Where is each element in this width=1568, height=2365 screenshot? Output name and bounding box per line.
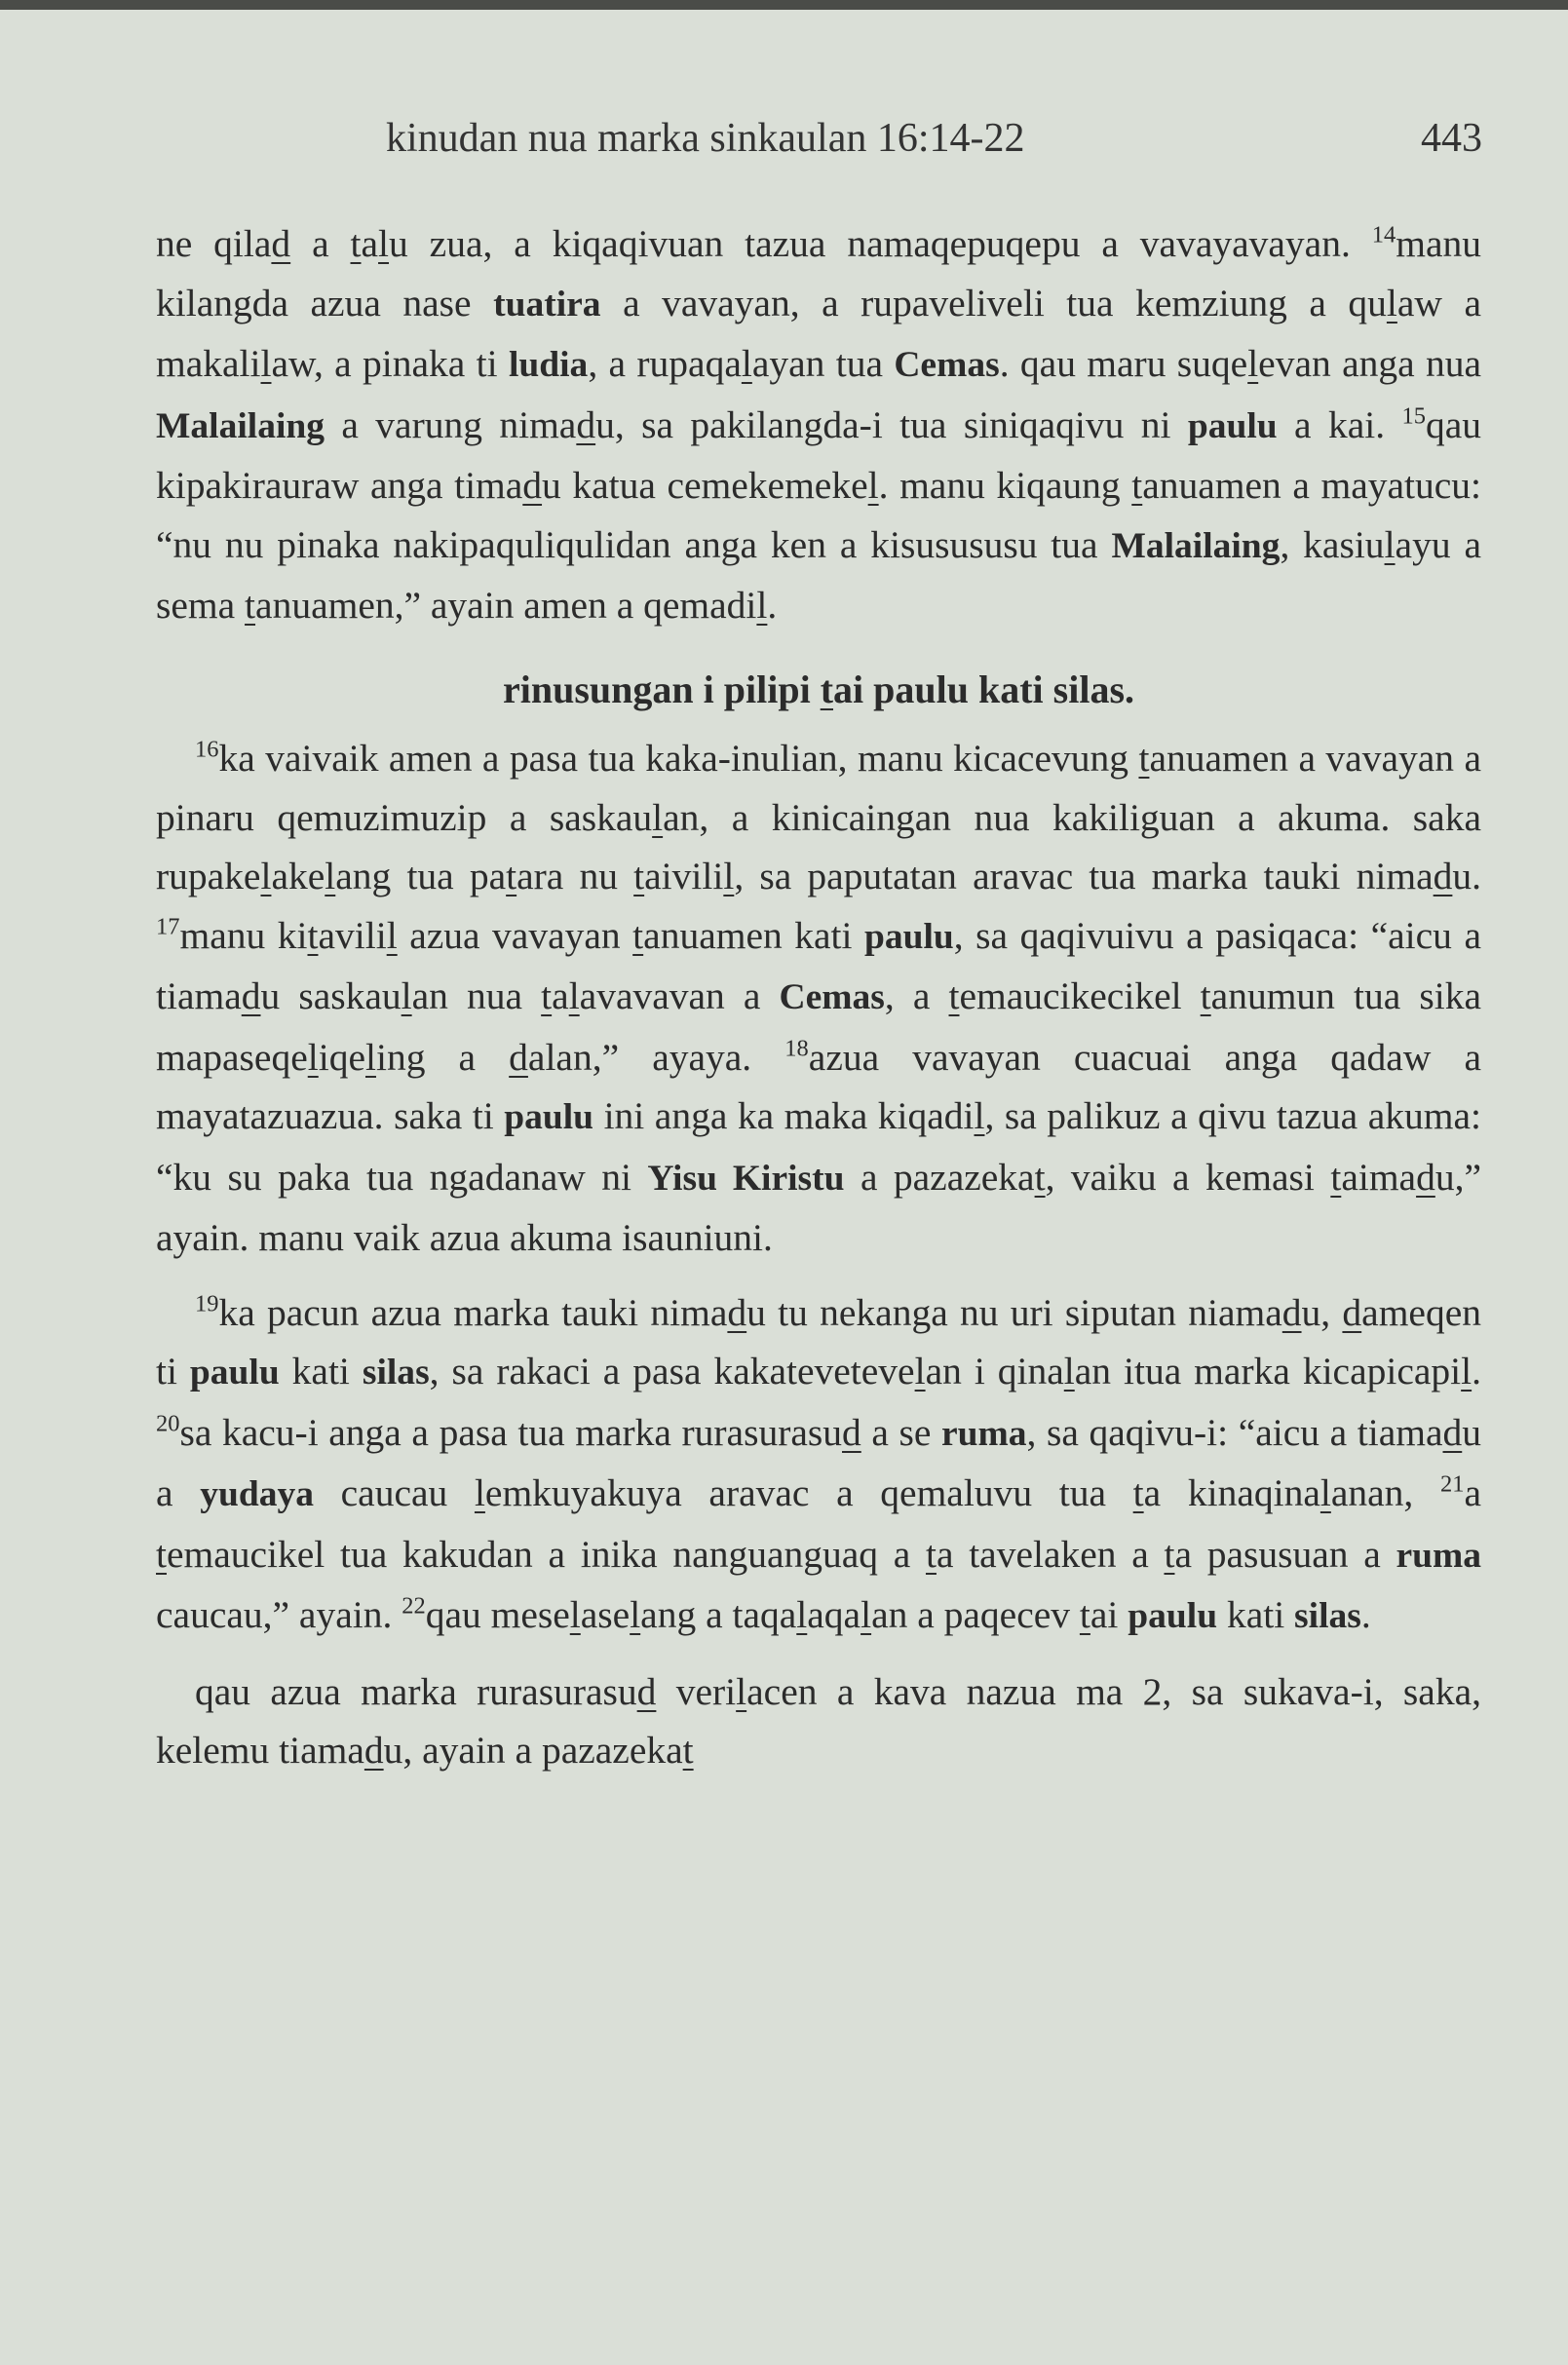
page-number: 443 [1421, 116, 1482, 161]
paragraph-3: $^{19}$ka pacun azua marka tauki nimadu tu nekanga nu uri siputan niamadu, dameqen ti paulu kati silas, sa rakaci a pasa kakatevetevelan i qinalan itua marka kicapicapil. $^{20}$sa kacu-i anga a pasa tua marka rurasurasud a se ruma, sa qaqivu-i: “aicu a tiamadu a yudaya caucau lemkuyakuya aravac a qemaluvu tua ta kinaqinalanan, $^{21}$a temaucikel tua kakudan a inika nanguanguaq a ta tavelaken a ta pasusuan a ruma caucau,” ayain. $^{22}$qau meselaselang a taqalaqalan a paqecev tai paulu kati silas. [156, 1289, 1482, 1636]
page-body [156, 214, 1481, 1780]
paragraph-1: ne qilad a talu zua, a kiqaqivuan tazua namaqepuqepu a vavayavayan. $^{14}$manu kilangda azua nase tuatira a vavayan, a rupaveliveli tua kemziung a qulaw a makalilaw, a pinaka ti ludia, a rupaqalayan tua Cemas. qau maru suqelevan anga nua Malailaing a varung nimadu, sa pakilangda-i tua siniqaqivu ni paulu a kai. $^{15}$qau kipakirauraw anga timadu katua cemekemekel. manu kiqaung tanuamen a mayatucu: “nu nu pinaka nakipaquliqulidan anga ken a kisusususu tua Malailaing, kasiulayu a sema tanuamen,” ayain amen a qemadil. [156, 221, 1482, 627]
page-header [386, 115, 1482, 173]
paragraph-2: $^{16}$ka vaivaik amen a pasa tua kaka-inulian, manu kicacevung tanuamen a vavayan a pinaru qemuzimuzip a saskaulan, a kinicaingan nua kakiliguan a akuma. saka rupakelakelang tua patara nu taivilil, sa paputatan aravac tua marka tauki nimadu. $^{17}$manu kitavilil azua vavayan tanuamen kati paulu, sa qaqivuivu a pasiqaca: “aicu a tiamadu saskaulan nua talavavavan a Cemas, a temaucikecikel tanumun tua sika mapaseqeliqeling a dalan,” ayaya. $^{18}$azua vavayan cuacuai anga qadaw a mayatazuazua. saka ti paulu ini anga ka maka kiqadil, sa palikuz a qivu tazua akuma: “ku su paka tua ngadanaw ni Yisu Kiristu a pazazekat, vaiku a kemasi taimadu,” ayain. manu vaik azua akuma isauniuni. [156, 736, 1482, 1259]
section-heading: rinusungan i pilipi tai paulu kati silas. [502, 667, 1135, 711]
running-head: kinudan nua marka sinkaulan 16:14-22 [386, 116, 1025, 161]
paragraph-4: qau azua marka rurasurasud verilacen a kava nazua ma 2, sa sukava-i, saka, kelemu tiamadu, ayain a pazazekat [156, 1669, 1481, 1772]
